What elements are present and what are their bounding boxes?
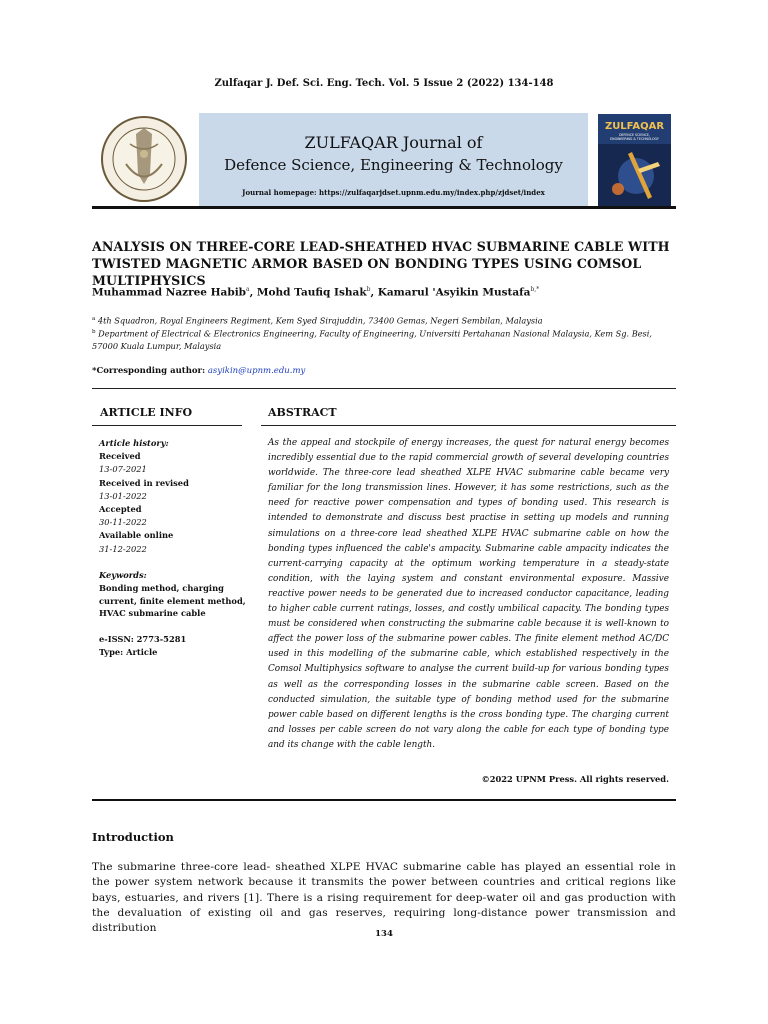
page-number: 134 xyxy=(375,929,393,939)
article-type: Type: Article xyxy=(99,646,158,657)
journal-citation: Zulfaqar J. Def. Sci. Eng. Tech. Vol. 5 Issue 2 (2022) 134-148 xyxy=(214,78,554,89)
author-name: Mohd Taufiq Ishak xyxy=(256,286,367,299)
journal-name xyxy=(199,133,588,152)
introduction-text: The submarine three-core lead- sheathed XLPE HVAC submarine cable has played an essential role in the power system network because it transmits the power between countries and critical regions like bays, estuaries, and rivers [1]. There is a rising requirement for deep-water oil and gas production with the devaluation of existing oil and gas reserves, requiring long-distance power transmission and distribution xyxy=(92,861,676,935)
svg-text:ZULFAQAR: ZULFAQAR xyxy=(604,121,665,132)
affiliation-marker: b xyxy=(92,329,96,335)
journal-name-main: ZULFAQAR xyxy=(304,133,398,152)
author-affil-marker: a xyxy=(246,286,250,293)
corresponding-email-link[interactable]: asyikin@upnm.edu.my xyxy=(207,366,306,376)
affiliation xyxy=(92,326,676,352)
received-label: Received xyxy=(99,451,141,462)
accepted-date: 30-11-2022 xyxy=(99,517,147,528)
affiliation-marker: a xyxy=(92,316,96,322)
abstract-text: As the appeal and stockpile of energy increases, the quest for natural energy becomes incredibly essential due to the rapid commercial growth of several developing countries worldwide. The three-core lead sheathed XLPE HVAC submarine cable became very familiar for the long transmission lines. However, it has some restrictions, such as the need for reactive power compensation and types of bonding used. This research is intended to demonstrate and discuss best practise in setting up models and running simulations on a three-core lead sheathed XLPE HVAC submarine cable on how the bonding types influenced the cable's ampacity. Submarine cable ampacity indicates the current-carrying capacity at the optimum working temperature in a steady-state condition, with the laying system and constant environmental exposure. Massive reactive power needs to be generated due to increased conductor capacitance, leading to higher cable current ratings, losses, and costly umbilical capacity. The bonding types must be considered when constructing the submarine cable because it is well-known to affect the power loss of the submarine power cables. The finite element method AC/DC used in this modelling of the submarine cable, which established respectively in the Comsol Multiphysics software to analyse the current build-up for various bonding types as well as the corresponding losses in the submarine cable screen. Based on the conducted simulation, the suitable type of bonding method used for the submarine power cable based on different lengths is the cross bonding type. The charging current and losses per cable screen do not vary along the cable for each type of bonding type and its change with the cable length. xyxy=(268,438,669,750)
header-rule xyxy=(92,206,676,209)
journal-subtitle: Defence Science, Engineering & Technology xyxy=(224,156,563,174)
received-date: 13-07-2021 xyxy=(99,464,147,475)
eissn: e-ISSN: 2773-5281 xyxy=(99,633,187,644)
article-info-panel xyxy=(99,437,249,659)
abstract-heading: ABSTRACT xyxy=(268,406,337,419)
svg-text:ENGINEERING & TECHNOLOGY: ENGINEERING & TECHNOLOGY xyxy=(610,137,659,141)
abstract-bottom-rule xyxy=(92,799,676,801)
journal-homepage-link[interactable]: Journal homepage: https://zulfaqarjdset.upnm.edu.my/index.php/zjdset/index xyxy=(242,188,545,197)
affiliation-text: Department of Electrical & Electronics Engineering, Faculty of Engineering, Universiti Pertahanan Nasional Malaysia, Kem Sg. Besi, 57000 Kuala Lumpur, Malaysia xyxy=(92,328,652,351)
author-affil-marker: b xyxy=(366,286,371,293)
svg-text:DEFENCE SCIENCE,: DEFENCE SCIENCE, xyxy=(619,133,650,137)
affiliation-text: 4th Squadron, Royal Engineers Regiment, Kem Syed Sirajuddin, 73400 Gemas, Negeri Sembilan, Malaysia xyxy=(97,315,543,326)
journal-cover-image xyxy=(598,114,671,206)
affiliation xyxy=(92,313,676,327)
abstract-rule xyxy=(261,425,676,426)
revised-date: 13-01-2022 xyxy=(99,490,147,501)
revised-label: Received in revised xyxy=(99,477,189,488)
author-list: Muhammad Nazree Habib$^a$, Mohd Taufiq Ishak$^b$, Kamarul 'Asyikin Mustafa$^{b,*}$ xyxy=(92,286,540,299)
copyright-notice: ©2022 UPNM Press. All rights reserved. xyxy=(481,774,669,784)
keywords-label: Keywords: xyxy=(99,569,147,580)
author-name: Kamarul 'Asyikin Mustafa xyxy=(377,286,531,299)
article-info-rule xyxy=(92,425,242,426)
corresponding-author xyxy=(92,366,305,376)
online-label: Available online xyxy=(99,530,174,541)
author-name: Muhammad Nazree Habib xyxy=(92,286,247,299)
corresponding-author-label: *Corresponding author: xyxy=(92,366,206,376)
history-label: Article history: xyxy=(99,438,169,448)
online-date: 31-12-2022 xyxy=(99,543,147,554)
article-info-heading: ARTICLE INFO xyxy=(100,406,193,419)
paper-title: ANALYSIS ON THREE-CORE LEAD-SHEATHED HVAC SUBMARINE CABLE WITH TWISTED MAGNETIC ARMOR BASED ON BONDING TYPES USING COMSOL MULTIPHYSICS xyxy=(92,239,670,288)
journal-name-rest: Journal of xyxy=(397,133,483,152)
author-affil-marker: b,* xyxy=(530,286,540,293)
accepted-label: Accepted xyxy=(99,504,142,515)
section-divider xyxy=(92,388,676,389)
journal-seal-logo xyxy=(96,114,192,204)
keywords-list: Bonding method, charging current, finite element method, HVAC submarine cable xyxy=(99,583,246,619)
introduction-heading: Introduction xyxy=(92,830,174,844)
